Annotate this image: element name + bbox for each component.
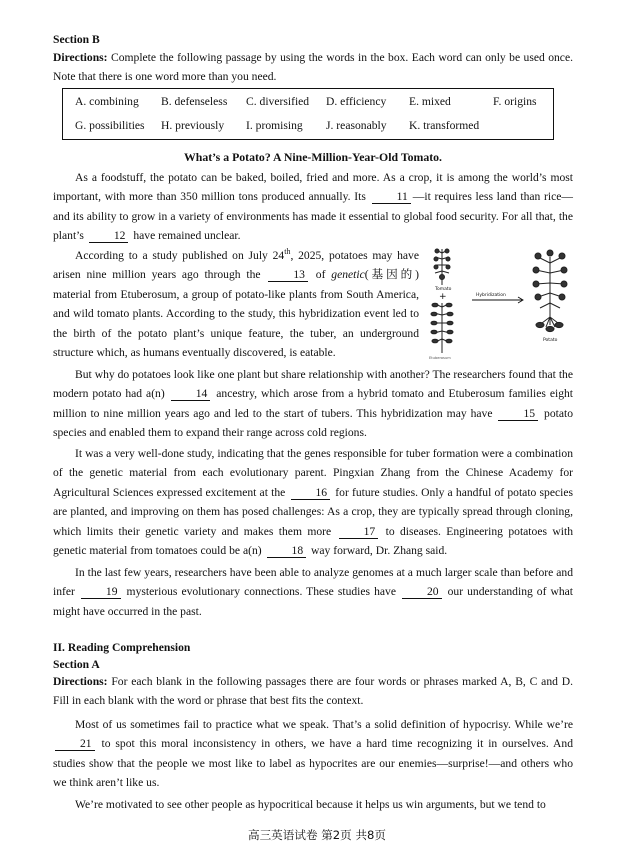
word-option: F. origins — [493, 95, 537, 108]
text-run: —it requires less land than rice—and its ability to grow in a variety of environments has made it essential to global food security. For all that, the plant’s — [53, 190, 573, 243]
text-run: our understanding of what might have occurred in the past. — [53, 585, 574, 618]
superscript: th — [284, 247, 291, 257]
word-option: J. reasonably — [326, 119, 387, 132]
text-run: In the last few years, researchers have been able to analyze genomes at a much larger scale than before and infer — [53, 566, 573, 599]
word-option: A. combining — [75, 95, 139, 108]
reading-paragraph-2: We’re motivated to see other people as hypocritical because it helps us win arguments, but we tend to — [75, 798, 546, 811]
text-run: potato species and enabled them to expand their range across cold regions. — [53, 406, 573, 440]
tomato-label: Tomato — [435, 287, 452, 292]
text-run: mysterious evolutionary connections. These studies have — [126, 585, 396, 599]
text-run: way forward, Dr. Zhang said. — [311, 544, 448, 558]
text-run: to spot this moral inconsistency in others, we have a hard time recognizing it in ourselves. And studies show that the people we most like to label as hypocrites are our enemies—surprise!—and others who we think aren’t like us. — [53, 737, 574, 790]
text-run: have remained unclear. — [133, 229, 241, 243]
hybridization-label: Hybridization — [476, 293, 506, 298]
text-run: of — [315, 268, 326, 282]
word-option: I. promising — [246, 119, 303, 132]
tomato-plant-icon — [434, 249, 450, 285]
blank-15: 15 — [498, 407, 538, 421]
text-run: ancestry, which arose from a hybrid tomato and Etuberosum families eight million to nine million years ago and led to the start of tubers. This hybridization may have — [53, 387, 574, 420]
passage-paragraph-1 — [53, 168, 573, 246]
directions-text: For each blank in the following passages there are four words or phrases marked A, B, C and D. Fill in each blank with the word or phrase that best fits the context. — [53, 675, 573, 708]
directions-label: Directions: — [53, 51, 108, 64]
plus-sign: + — [439, 292, 447, 302]
text-run: As a foodstuff, the potato can be baked, boiled, fried and more. As a crop, it is among the world’s most important, with more than 350 million tons produced annually. Its — [53, 171, 573, 204]
blank-20: 20 — [402, 585, 442, 599]
text-run: Most of us sometimes fail to practice what we speak. That’s a solid definition of hypocrisy. While we’re — [75, 718, 573, 731]
reading-directions — [53, 672, 573, 711]
blank-12: 12 — [89, 229, 129, 243]
section-b-directions — [53, 48, 573, 87]
text-run: , 2025, potatoes may have arisen nine million years ago through the — [53, 249, 420, 282]
italic-term: genetic — [331, 268, 365, 282]
text-run: It was a very well-done study, indicating that the genes responsible for tuber formation were a combination of the genetic material from each evolutionary parent. Pingxian Zhang from the Chinese Academy for Agricultural Sciences expressed excitement at the — [53, 447, 573, 499]
word-option: K. transformed — [409, 119, 480, 132]
potato-label: Potato — [543, 338, 558, 343]
text-run: material from Etuberosum, a group of potato-like plants from South America, and wild tomato plants. According to the study, this hybridization event led to the birth of the potato plant’s unique feature, the tuber, an underground structure which, as humans eventually discovered, is eatable. — [53, 287, 419, 360]
hybridization-figure — [426, 245, 574, 360]
text-run: According to a study published on July 24 — [75, 249, 285, 262]
blank-19: 19 — [81, 585, 121, 599]
word-option: B. defenseless — [161, 95, 228, 108]
blank-21: 21 — [55, 737, 95, 751]
text-run: to diseases. Engineering potatoes with genetic material from tomatoes could be a(n) — [53, 524, 573, 558]
word-option: E. mixed — [409, 95, 451, 108]
blank-14: 14 — [171, 387, 211, 401]
blank-18: 18 — [267, 544, 307, 558]
word-option: C. diversified — [246, 95, 310, 108]
blank-11: 11 — [372, 190, 411, 204]
passage-paragraph-4 — [53, 444, 573, 560]
section-b-heading: Section B — [53, 33, 100, 46]
reading-heading: II. Reading Comprehension — [53, 641, 191, 654]
reading-paragraph-1 — [53, 715, 573, 793]
blank-17: 17 — [339, 525, 379, 539]
etuberosum-label: Etuberosum — [429, 356, 451, 360]
blank-13: 13 — [268, 268, 308, 282]
passage-paragraph-5 — [53, 563, 573, 621]
text-run: for future studies. Only a handful of potato species are planted, and improving on them has posed challenges: As a crop, they are typically spread through cloning, which limits their genetic variety and makes them more — [53, 485, 574, 538]
passage-paragraph-2 — [53, 246, 419, 362]
word-option: D. efficiency — [326, 95, 387, 108]
etuberosum-plant-icon — [431, 303, 453, 353]
passage-title: What’s a Potato? A Nine-Million-Year-Old Tomato. — [184, 150, 442, 164]
blank-16: 16 — [291, 486, 331, 500]
word-option: G. possibilities — [75, 119, 145, 132]
text-run: But why do potatoes look like one plant but share relationship with another? The researchers found that the modern potato had a(n) — [53, 368, 573, 401]
passage-paragraph-3 — [53, 365, 573, 443]
gloss: (基因的) — [364, 268, 419, 282]
page-footer: 高三英语试卷 第2页 共8页 — [247, 828, 387, 842]
directions-label: Directions: — [53, 675, 108, 688]
reading-section-a: Section A — [53, 658, 100, 671]
potato-plant-icon — [533, 250, 567, 332]
word-option: H. previously — [161, 119, 225, 132]
directions-text: Complete the following passage by using the words in the box. Each word can only be used once. Note that there is one word more than you need. — [53, 51, 573, 84]
word-box — [62, 88, 554, 140]
